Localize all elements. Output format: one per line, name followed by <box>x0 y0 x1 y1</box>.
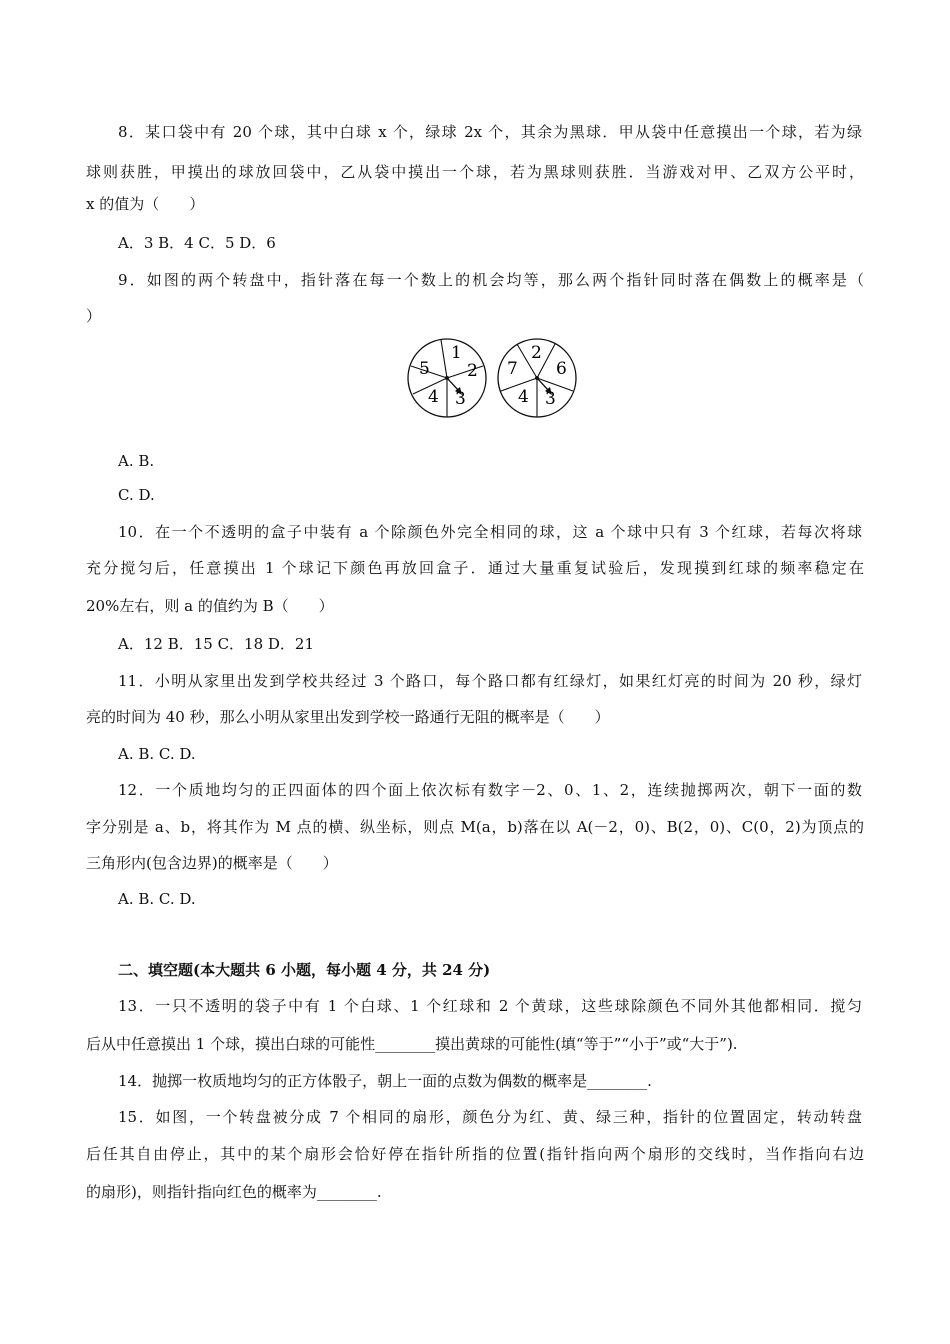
section-heading: 二、填空题(本大题共 6 小题，每小题 4 分，共 24 分) <box>118 961 491 979</box>
spinner-left-label-3: 3 <box>455 389 466 409</box>
q10-line1: 10．在一个不透明的盒子中装有 a 个除颜色外完全相同的球，这 a 个球中只有 3 个红球，若每次将球 <box>118 523 862 541</box>
spinner-left <box>408 339 486 417</box>
spinner-left-label-2: 2 <box>467 361 478 381</box>
spinner-right <box>498 339 576 417</box>
q10-options: A．12 B．15 C．18 D．21 <box>118 635 315 653</box>
q8-line2: 球则获胜，甲摸出的球放回袋中，乙从袋中摸出一个球，若为黑球则获胜．当游戏对甲、乙双方公平时， <box>86 163 864 181</box>
q15-line1: 15．如图，一个转盘被分成 7 个相同的扇形，颜色分为红、黄、绿三种，指针的位置固定，转动转盘 <box>118 1108 862 1126</box>
q9-line2: ） <box>86 307 102 325</box>
q11-line2: 亮的时间为 40 秒，那么小明从家里出发到学校一路通行无阻的概率是（ ） <box>86 708 610 726</box>
q12-line2: 字分别是 a、b，将其作为 M 点的横、纵坐标，则点 M(a，b)落在以 A(－2，0)、B(2，0)、C(0，2)为顶点的 <box>86 818 864 836</box>
q10-line3: 20%左右，则 a 的值约为 B（ ） <box>86 597 334 615</box>
q15-line3: 的扇形)，则指针指向红色的概率为________. <box>86 1183 382 1201</box>
q8-line1: 8．某口袋中有 20 个球，其中白球 x 个，绿球 2x 个，其余为黑球．甲从袋中任意摸出一个球，若为绿 <box>118 123 862 141</box>
q12-options: A. B. C. D. <box>118 890 196 908</box>
q8-options: A．3 B．4 C．5 D．6 <box>118 234 276 252</box>
spinner-right-label-3: 3 <box>545 389 556 409</box>
spinner-left-label-4: 4 <box>428 387 439 407</box>
q12-line3: 三角形内(包含边界)的概率是（ ） <box>86 854 338 872</box>
q8-line3: x 的值为（ ） <box>86 195 205 213</box>
spinner-right-label-2: 6 <box>556 359 567 379</box>
q9-options-cd: C. D. <box>118 486 155 504</box>
q9-options-ab: A. B. <box>118 452 155 470</box>
spinner-right-label-4: 4 <box>518 387 529 407</box>
spinner-right-label-1: 2 <box>531 343 542 363</box>
q14-line1: 14．抛掷一枚质地均匀的正方体骰子，朝上一面的点数为偶数的概率是________. <box>118 1072 652 1090</box>
spinner-left-label-5: 5 <box>419 359 430 379</box>
spinners-figure <box>405 336 585 420</box>
q10-line2: 充分搅匀后，任意摸出 1 个球记下颜色再放回盒子．通过大量重复试验后，发现摸到红球的频率稳定在 <box>86 559 864 577</box>
q13-line2: 后从中任意摸出 1 个球，摸出白球的可能性________摸出黄球的可能性(填“等于”“小于”或“大于”). <box>86 1035 738 1053</box>
q11-line1: 11．小明从家里出发到学校共经过 3 个路口，每个路口都有红绿灯，如果红灯亮的时间为 20 秒，绿灯 <box>118 672 862 690</box>
q15-line2: 后任其自由停止，其中的某个扇形会恰好停在指针所指的位置(指针指向两个扇形的交线时，当作指向右边 <box>86 1145 864 1163</box>
q11-options: A. B. C. D. <box>118 745 196 763</box>
spinner-right-label-5: 7 <box>507 359 518 379</box>
spinner-left-label-1: 1 <box>451 343 462 363</box>
q9-line1: 9．如图的两个转盘中，指针落在每一个数上的机会均等，那么两个指针同时落在偶数上的概率是（ <box>118 271 864 289</box>
q12-line1: 12．一个质地均匀的正四面体的四个面上依次标有数字－2、0、1、2，连续抛掷两次，朝下一面的数 <box>118 781 862 799</box>
q13-line1: 13．一只不透明的袋子中有 1 个白球、1 个红球和 2 个黄球，这些球除颜色不同外其他都相同．搅匀 <box>118 997 862 1015</box>
